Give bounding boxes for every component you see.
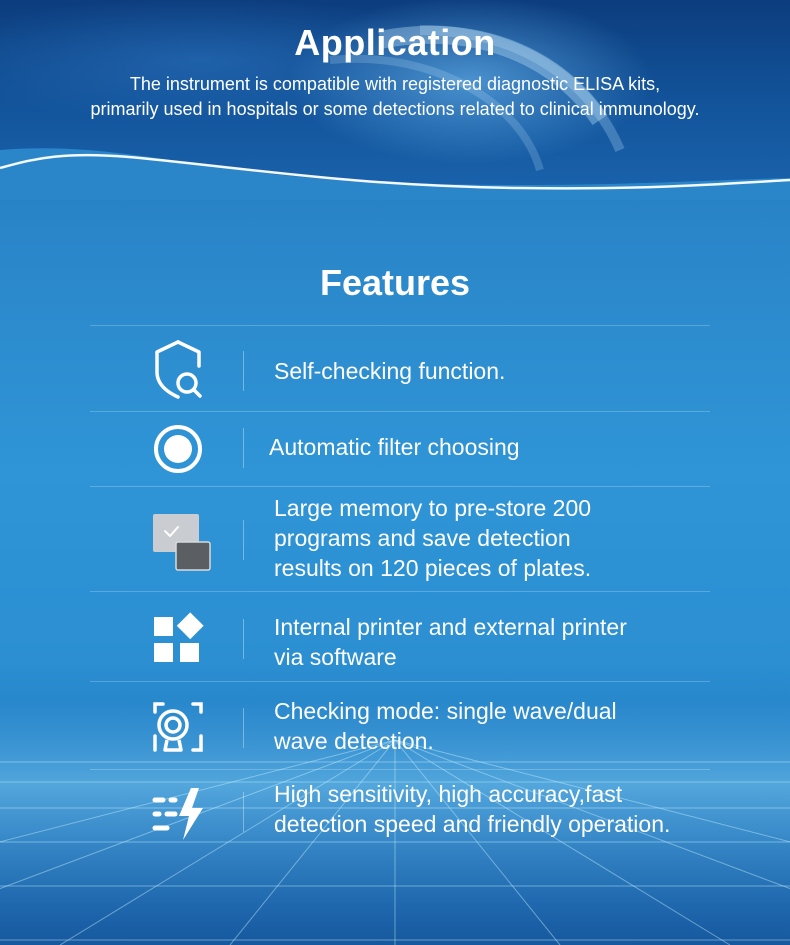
feature-text-line: Automatic filter choosing: [269, 434, 520, 460]
feature-item: [90, 591, 710, 682]
feature-item: [90, 486, 710, 592]
feature-item: [90, 681, 710, 770]
feature-text-line: Checking mode: single wave/dual: [274, 698, 617, 724]
shield-search-icon: [145, 336, 211, 402]
application-description-line-2: primarily used in hospitals or some detections related to clinical immunology.: [90, 99, 700, 119]
feature-text-line: programs and save detection: [274, 525, 571, 551]
feature-text-line: High sensitivity, high accuracy,fast: [274, 781, 623, 807]
feature-item: [90, 411, 710, 487]
feature-separator: [243, 708, 244, 748]
feature-text-line: detection speed and friendly operation.: [274, 811, 671, 837]
camera-scan-icon: [145, 694, 211, 760]
feature-separator: [243, 792, 244, 832]
feature-text: [274, 356, 714, 386]
feature-text: [274, 779, 714, 839]
feature-text: [274, 493, 714, 583]
feature-separator: [243, 619, 244, 659]
feature-text-line: Self-checking function.: [274, 358, 506, 384]
feature-text-line: Internal printer and external printer: [274, 614, 627, 640]
filter-circle-icon: [145, 416, 211, 482]
feature-text: [274, 612, 714, 672]
feature-text-line: Large memory to pre-store 200: [274, 495, 592, 521]
feature-separator: [243, 520, 244, 560]
feature-text-line: results on 120 pieces of plates.: [274, 555, 592, 581]
feature-item: [90, 769, 710, 860]
lightning-speed-icon: [145, 780, 211, 846]
feature-text: [269, 432, 709, 462]
memory-check-icon: [145, 509, 211, 575]
feature-item: [90, 325, 710, 412]
application-description: [20, 72, 770, 122]
feature-text-line: wave detection.: [274, 728, 434, 754]
feature-text-line: via software: [274, 644, 397, 670]
feature-separator: [243, 428, 244, 468]
feature-text: [274, 696, 714, 756]
apps-grid-icon: [145, 606, 211, 672]
application-title: Application: [294, 22, 496, 63]
features-title: Features: [319, 262, 471, 303]
application-description-line-1: The instrument is compatible with registered diagnostic ELISA kits,: [129, 74, 661, 94]
application-banner: [0, 0, 790, 200]
feature-separator: [243, 351, 244, 391]
